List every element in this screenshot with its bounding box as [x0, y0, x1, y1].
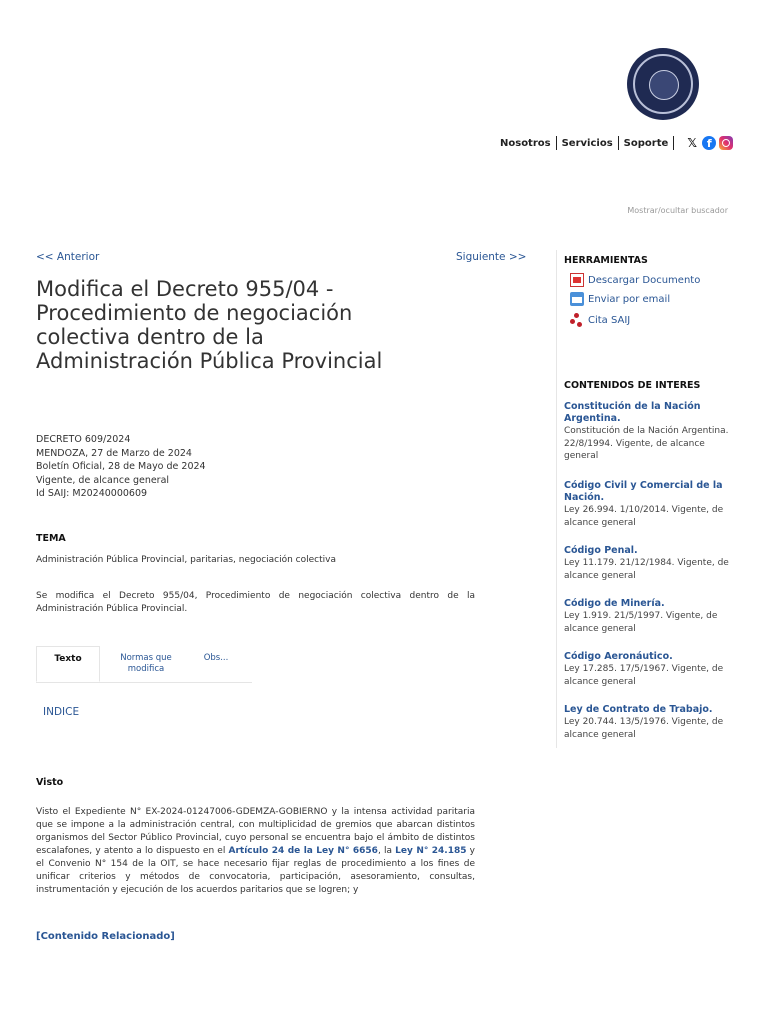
download-document-button[interactable]	[570, 273, 700, 287]
interest-item-title[interactable]: Código Penal.	[564, 545, 638, 556]
top-navigation	[500, 136, 733, 150]
visto-text-part-1: Visto el Expediente N° EX-2024-01247006-GDEMZA-GOBIERNO y la intensa actividad paritaria que se impone a la administración central, con multiplicidad de gremios que abarcan distintos organismos del Sector Público Provincial, cuyo personal se encuentra bajo el ámbito de distintos escalafones, y atento a lo dispuesto en el	[36, 807, 475, 856]
decree-date: MENDOZA, 27 de Marzo de 2024	[36, 447, 192, 459]
email-icon	[570, 292, 584, 306]
interest-item	[564, 545, 734, 582]
interest-item-desc: Ley 11.179. 21/12/1984. Vigente, de alcance general	[564, 558, 729, 581]
interest-item	[564, 651, 734, 688]
cita-icon	[570, 313, 584, 327]
previous-link[interactable]: << Anterior	[36, 251, 100, 263]
visto-paragraph	[36, 806, 475, 897]
articulo-24-link[interactable]: Artículo 24 de la Ley N° 6656	[228, 846, 378, 856]
tab-texto[interactable]: Texto	[36, 646, 100, 682]
summary-text: Se modifica el Decreto 955/04, Procedimiento de negociación colectiva dentro de la Administración Pública Provincial.	[36, 591, 475, 614]
document-title: Modifica el Decreto 955/04 - Procedimiento de negociación colectiva dentro de la Administración Pública Provincial	[36, 277, 383, 373]
seal-emblem	[649, 70, 679, 100]
nav-soporte[interactable]: Soporte	[623, 137, 669, 149]
ley-24185-link[interactable]: Ley N° 24.185	[395, 846, 467, 856]
interest-item-title[interactable]: Código Aeronáutico.	[564, 651, 673, 662]
interest-item-title[interactable]: Constitución de la Nación Argentina.	[564, 401, 701, 424]
social-links	[685, 136, 733, 150]
ministry-seal-logo	[627, 48, 699, 120]
interest-item	[564, 704, 734, 741]
validity-status: Vigente, de alcance general	[36, 474, 170, 486]
x-icon[interactable]: 𝕏	[687, 136, 698, 150]
nav-separator	[673, 136, 674, 150]
facebook-icon[interactable]: f	[702, 136, 716, 150]
nav-separator	[618, 136, 619, 150]
visto-text-part-3: y el Convenio N° 154 de la OIT, se hace necesario fijar reglas de procedimiento a los fines de unificar criterios y métodos de convocatoria, participación, asesoramiento, consultas, instrumentación y ejecución de los acuerdos paritarios que se logren; y	[36, 846, 476, 895]
document-tabs	[36, 646, 252, 683]
cita-dot	[577, 322, 582, 327]
interest-item-title[interactable]: Código de Minería.	[564, 598, 665, 609]
visto-heading: Visto	[36, 777, 64, 788]
tab-normas-que-modifica[interactable]: Normas que modifica	[120, 653, 172, 674]
interest-item-title[interactable]: Código Civil y Comercial de la Nación.	[564, 480, 723, 503]
download-document-label: Descargar Documento	[588, 274, 701, 286]
interest-item-desc: Ley 20.744. 13/5/1976. Vigente, de alcance general	[564, 717, 724, 740]
bulletin-date: Boletín Oficial, 28 de Mayo de 2024	[36, 461, 206, 472]
saij-id: Id SAIJ: M20240000609	[36, 488, 148, 499]
tab-observaciones[interactable]: Obs...	[203, 653, 229, 663]
cita-saij-label: Cita SAIJ	[588, 314, 631, 326]
tools-heading: HERRAMIENTAS	[564, 255, 648, 266]
decree-number: DECRETO 609/2024	[36, 434, 131, 445]
cita-saij-button[interactable]	[570, 313, 630, 327]
related-content-link[interactable]: [Contenido Relacionado]	[36, 931, 175, 942]
interest-item-desc: Ley 26.994. 1/10/2014. Vigente, de alcance general	[564, 505, 724, 528]
cita-dot	[574, 313, 579, 318]
cita-dot	[570, 319, 575, 324]
nav-nosotros[interactable]: Nosotros	[500, 137, 551, 149]
interest-item-desc: Ley 17.285. 17/5/1967. Vigente, de alcance general	[564, 664, 724, 687]
interest-item	[564, 598, 734, 635]
tema-text: Administración Pública Provincial, paritarias, negociación colectiva	[36, 555, 336, 565]
send-email-button[interactable]	[570, 292, 670, 306]
interest-item-title[interactable]: Ley de Contrato de Trabajo.	[564, 704, 713, 715]
interest-item	[564, 480, 734, 529]
interest-item-desc: Ley 1.919. 21/5/1997. Vigente, de alcance general	[564, 611, 718, 634]
document-metadata	[36, 433, 206, 501]
instagram-icon[interactable]	[719, 136, 733, 150]
interest-item	[564, 401, 734, 463]
send-email-label: Enviar por email	[588, 293, 671, 305]
nav-separator	[556, 136, 557, 150]
interest-heading: CONTENIDOS DE INTERES	[564, 380, 701, 391]
next-link[interactable]: Siguiente >>	[456, 251, 527, 263]
pdf-icon	[570, 273, 584, 287]
interest-item-desc: Constitución de la Nación Argentina. 22/8/1994. Vigente, de alcance general	[564, 426, 729, 461]
toggle-search-link[interactable]: Mostrar/ocultar buscador	[627, 206, 728, 215]
nav-servicios[interactable]: Servicios	[561, 137, 613, 149]
visto-text-part-2: , la	[377, 846, 396, 856]
sidebar-divider	[556, 250, 557, 748]
indice-link[interactable]: INDICE	[43, 706, 80, 718]
tema-heading: TEMA	[36, 533, 66, 544]
